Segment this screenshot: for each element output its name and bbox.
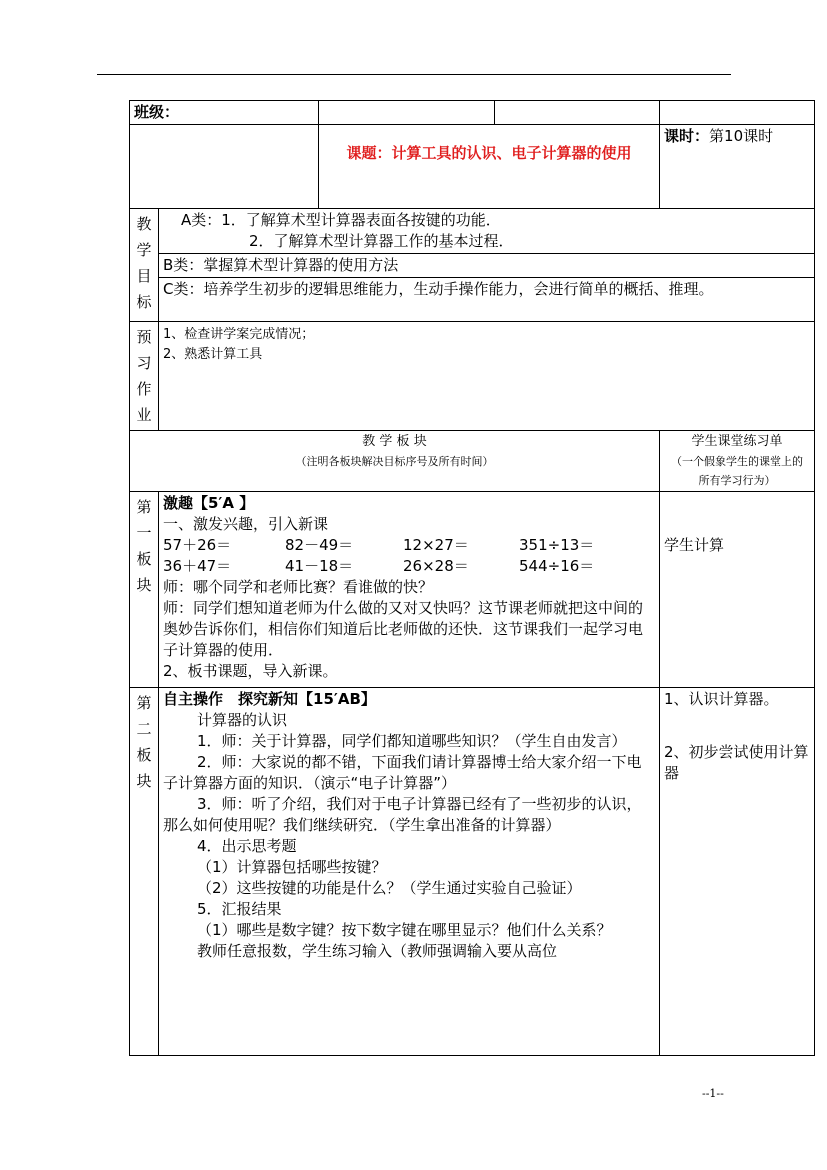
block1-label [130,492,159,688]
side-column-header [660,431,815,492]
block2-label [130,688,159,1056]
block2-p4: 4．出示思考题 [197,837,297,855]
block1-intro: 一、激发兴趣，引入新课 [163,515,329,533]
block1-label-char: 第 [136,498,152,516]
block2-row [130,688,815,1056]
calc-item: 26×28＝ [403,557,469,575]
block2-heading: 自主操作 探究新知【15′AB】 [163,690,376,708]
calc-item: 36＋47＝ [163,557,232,575]
topic-title [319,125,660,209]
block1-content [159,492,660,688]
class-row [130,101,815,125]
goals-a-prefix: A类： [181,211,222,229]
calc-row-2 [163,556,655,577]
block1-board: 2、板书课题，导入新课。 [163,662,338,680]
preview-label [130,322,159,431]
block2-p1: 1．师：关于计算器，同学们都知道哪些知识？（学生自由发言） [197,732,627,750]
block1-row [130,492,815,688]
block2-label-char: 第 [136,694,152,712]
period-cell [660,125,815,209]
block2-p2: 2．师：大家说的都不错，下面我们请计算器博士给大家介绍一下电子计算器方面的知识．（演示“电子计算器”） [163,753,642,792]
block2-label-char: 块 [136,772,152,790]
topic-blank [130,125,319,209]
block2-sub: 计算器的认识 [197,711,288,729]
goals-b: B类：掌握算术型计算器的使用方法 [159,254,815,278]
preview-label-char: 预 [136,328,152,346]
side-column-note1: （一个假象学生的课堂上的 [671,455,804,468]
block2-p4b: （2）这些按键的功能是什么？（学生通过实验自己验证） [197,879,582,897]
block2-p5: 5．汇报结果 [197,900,282,918]
preview-label-char: 作 [136,380,152,398]
calc-item: 41－18＝ [285,557,354,575]
goals-label-char: 标 [136,293,152,311]
calc-item: 12×27＝ [403,536,469,554]
side-column-note2: 所有学习行为） [698,474,776,487]
block1-side [660,492,815,688]
calc-item: 544÷16＝ [519,557,595,575]
topic-text: 计算工具的认识、电子计算器的使用 [391,144,632,162]
preview-row [130,322,815,431]
calc-item: 351÷13＝ [519,536,595,554]
block1-side-text: 学生计算 [664,536,725,554]
goals-c: C类：培养学生初步的逻辑思维能力，生动手操作能力，会进行简单的概括、推理。 [159,278,815,322]
goals-label-char: 教 [136,215,152,233]
preview-label-char: 业 [136,406,152,424]
block2-p4a: （1）计算器包括哪些按键？ [197,858,387,876]
block1-label-char: 块 [136,576,152,594]
main-column-title: 教 学 板 块 [362,434,427,449]
topic-row [130,125,815,209]
block2-p6: 教师任意报数，学生练习输入（教师强调输入要从高位 [197,942,558,960]
block2-side-2: 2、初步尝试使用计算器 [664,743,809,782]
preview-line1: 1、检查讲学案完成情况； [163,327,315,342]
block1-question2: 师：同学们想知道老师为什么做的又对又快吗？这节课老师就把这中间的奥妙告诉你们，相信你们知道后比老师做的还快．这节课我们一起学习电子计算器的使用． [163,599,644,659]
block1-label-char: 一 [136,524,152,542]
header-rule [97,74,731,75]
block2-p5a: （1）哪些是数字键？按下数字键在哪里显示？他们什么关系？ [197,921,612,939]
class-blank-2 [495,101,660,125]
goals-a-line2: 2．了解算术型计算器工作的基本过程． [249,232,514,250]
main-column-header [130,431,660,492]
calc-item: 82－49＝ [285,536,354,554]
period-label: 课时： [664,127,710,145]
preview-content [159,322,815,431]
preview-label-char: 习 [136,354,152,372]
block2-side-1: 1、认识计算器。 [664,690,779,708]
page-number: --1-- [702,1087,724,1100]
block2-label-char: 二 [136,720,152,738]
calc-item: 57＋26＝ [163,536,232,554]
goals-a-line1: 1．了解算术型计算器表面各按键的功能． [221,211,501,229]
block2-label-char: 板 [136,746,152,764]
block2-content [159,688,660,1056]
goals-a [159,209,815,254]
side-column-title: 学生课堂练习单 [691,434,783,449]
block1-question: 师：哪个同学和老师比赛？看谁做的快？ [163,578,434,596]
class-label: 班级： [130,101,319,125]
goals-b-row [130,254,815,278]
goals-label-char: 学 [136,241,152,259]
block2-side [660,688,815,1056]
topic-label: 课题： [346,144,392,162]
lesson-plan-table [129,100,815,1056]
goals-c-row [130,278,815,322]
goals-a-row [130,209,815,254]
main-column-note: （注明各板块解决目标序号及所有时间） [295,455,494,468]
block1-heading: 激趣【5′A 】 [163,494,255,512]
column-header-row [130,431,815,492]
calc-row-1 [163,535,655,556]
class-blank-1 [319,101,495,125]
block2-p3: 3．师：听了介绍，我们对于电子计算器已经有了一些初步的认识，那么如何使用呢？我们继续研究．（学生拿出准备的计算器） [163,795,642,834]
class-blank-3 [660,101,815,125]
block1-label-char: 板 [136,550,152,568]
goals-label [130,209,159,322]
period-value: 第10课时 [709,127,774,145]
preview-line2: 2、熟悉计算工具 [163,347,263,362]
goals-label-char: 目 [136,267,152,285]
